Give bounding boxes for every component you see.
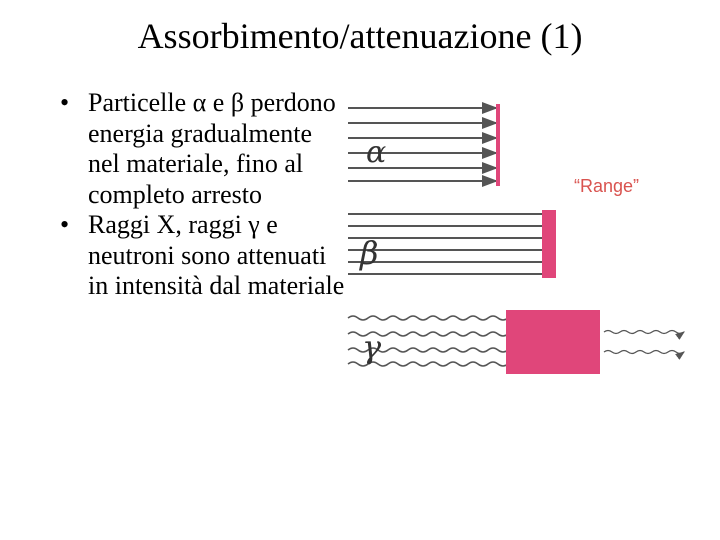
- alpha-symbol: α: [366, 135, 387, 170]
- gamma-attenuating-block: [506, 310, 600, 374]
- beta-stopping-layer: [542, 210, 556, 278]
- beta-symbol: β: [360, 234, 379, 272]
- beta-group: [348, 210, 556, 278]
- bullet-item-radiation: [60, 210, 350, 302]
- bullet-text: Raggi X, raggi γ e neutroni sono attenuati in intensità dal materiale: [88, 210, 345, 300]
- bullet-item-particles: [60, 88, 350, 210]
- gamma-symbol: γ: [362, 328, 382, 366]
- range-label: “Range”: [574, 176, 640, 196]
- alpha-group: [348, 104, 500, 186]
- bullet-marker: •: [60, 210, 70, 239]
- radiation-penetration-figure: [338, 96, 688, 386]
- gamma-group: [348, 310, 684, 374]
- slide-title: Assorbimento/attenuazione (1): [137, 16, 583, 56]
- bullet-marker: •: [60, 88, 70, 117]
- alpha-stopping-layer: [496, 104, 500, 186]
- bullet-text: Particelle α e β perdono energia gradualmente nel materiale, fino al completo arresto: [88, 88, 336, 209]
- bullet-list: [60, 88, 350, 302]
- gamma-transmitted-arrows: [604, 331, 684, 354]
